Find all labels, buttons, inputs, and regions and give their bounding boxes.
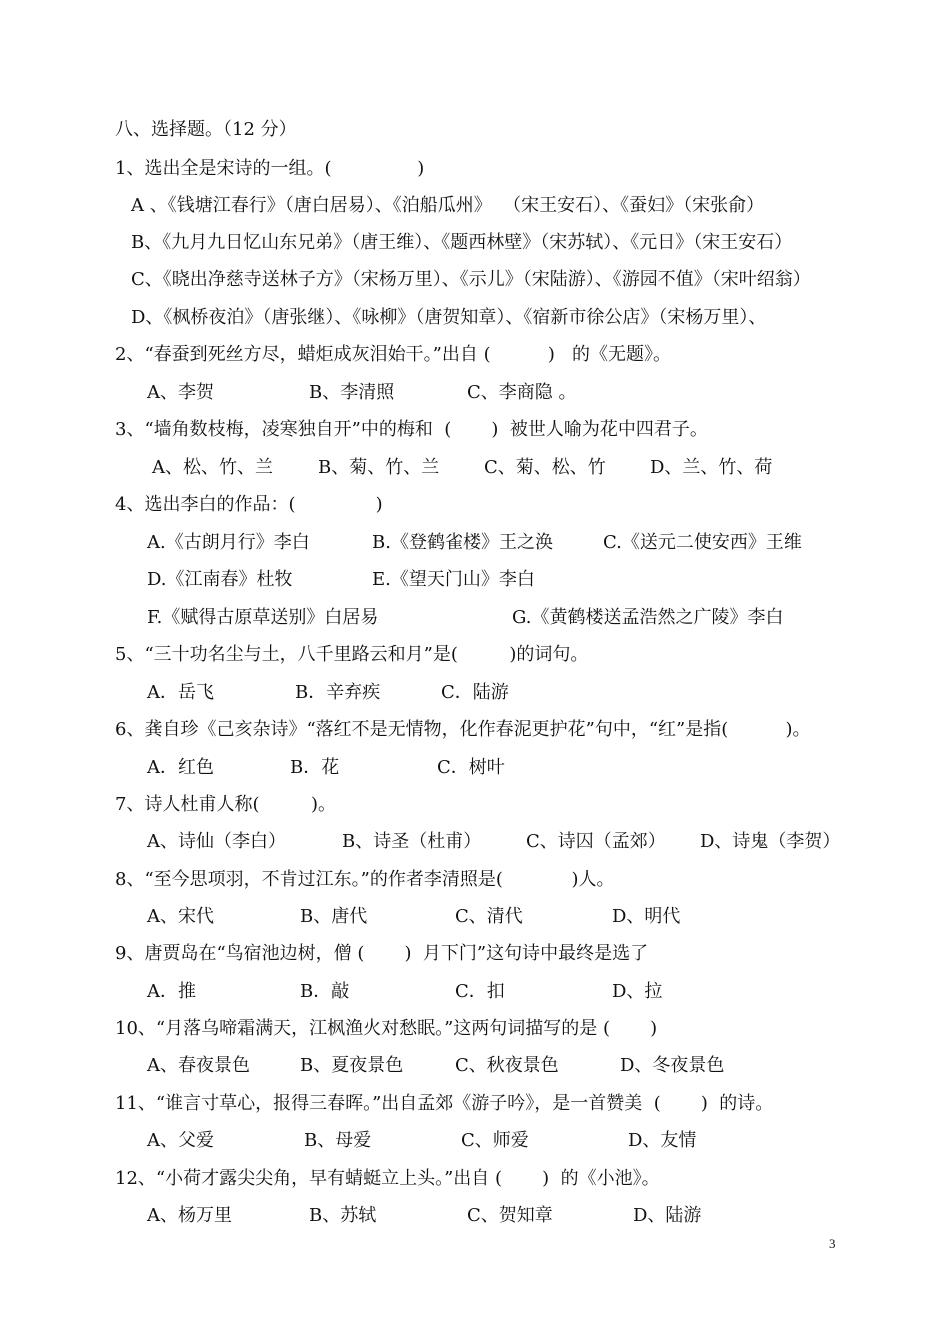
question-3-option-b: B、菊、竹、兰 — [318, 457, 440, 478]
question-6-option-a: A．红色 — [147, 757, 214, 778]
question-12-option-c: C、贺知章 — [467, 1205, 553, 1226]
question-9-option-c: C．扣 — [455, 981, 505, 1002]
question-4-option-c: C.《送元二使安西》王维 — [603, 532, 802, 553]
question-9-option-a: A．推 — [147, 981, 196, 1002]
question-7-option-a: A、诗仙（李白） — [147, 831, 286, 852]
question-1-option-d: D、《枫桥夜泊》（唐张继）、《咏柳》（唐贺知章）、《宿新市徐公店》（宋杨万里）、 — [131, 307, 767, 328]
question-4-option-a: A.《古朗月行》李白 — [147, 532, 310, 553]
question-2-option-c: C、李商隐 。 — [467, 382, 577, 403]
question-10-option-a: A、春夜景色 — [147, 1055, 250, 1076]
question-8-option-c: C、清代 — [455, 906, 523, 927]
question-3-option-a: A、松、竹、兰 — [152, 457, 273, 478]
question-11-option-c: C、师爱 — [461, 1130, 529, 1151]
question-7-option-b: B、诗圣（杜甫） — [342, 831, 482, 852]
question-4-option-f: F.《赋得古原草送别》白居易 — [147, 607, 379, 628]
question-11-option-a: A、父爱 — [147, 1130, 214, 1151]
question-8-option-d: D、明代 — [612, 906, 681, 927]
question-6-stem: 6、龚自珍《己亥杂诗》“落红不是无情物，化作春泥更护花”句中，“红”是指( )。 — [115, 719, 811, 740]
question-12-stem: 12、“小荷才露尖尖角，早有蜻蜓立上头。”出自 ( ) 的《小池》。 — [115, 1168, 660, 1189]
question-11-stem: 11、“谁言寸草心，报得三春晖。”出自孟郊《游子吟》，是一首赞美 ( ) 的诗。 — [115, 1093, 774, 1114]
question-3-option-d: D、兰、竹、荷 — [650, 457, 773, 478]
question-2-stem: 2、“春蚕到死丝方尽，蜡炬成灰泪始干。”出自 ( ) 的《无题》。 — [115, 344, 672, 365]
question-9-option-b: B．敲 — [300, 981, 350, 1002]
question-4-stem: 4、选出李白的作品：( ) — [115, 494, 383, 515]
question-7-stem: 7、诗人杜甫人称( )。 — [115, 794, 336, 815]
question-1-stem: 1、选出全是宋诗的一组。( ) — [115, 158, 425, 179]
page-number: 3 — [829, 1236, 836, 1251]
question-2-option-b: B、李清照 — [309, 382, 395, 403]
question-8-option-a: A、宋代 — [147, 906, 214, 927]
question-4-option-g: G.《黄鹤楼送孟浩然之广陵》李白 — [512, 607, 784, 628]
question-5-option-c: C．陆游 — [441, 682, 509, 703]
question-10-stem: 10、“月落乌啼霜满天，江枫渔火对愁眠。”这两句词描写的是 ( ) — [115, 1018, 658, 1039]
question-11-option-b: B、母爱 — [304, 1130, 372, 1151]
question-9-stem: 9、唐贾岛在“鸟宿池边树，僧 ( ) 月下门”这句诗中最终是选了 — [115, 943, 649, 964]
question-1-option-a: A 、《钱塘江春行》（唐白居易）、《泊船瓜州》 （宋王安石）、《蚕妇》（宋张俞） — [131, 195, 765, 216]
question-10-option-d: D、冬夜景色 — [620, 1055, 725, 1076]
question-5-option-b: B．辛弃疾 — [295, 682, 381, 703]
question-4-option-b: B.《登鹤雀楼》王之涣 — [372, 532, 553, 553]
question-3-option-c: C、菊、松、竹 — [484, 457, 606, 478]
question-10-option-c: C、秋夜景色 — [455, 1055, 559, 1076]
question-8-stem: 8、“至今思项羽，不肯过江东。”的作者李清照是( )人。 — [115, 869, 615, 890]
question-10-option-b: B、夏夜景色 — [300, 1055, 404, 1076]
section-title: 八、选择题。（12 分） — [115, 119, 297, 140]
question-12-option-d: D、陆游 — [633, 1205, 702, 1226]
question-1-option-c: C、《晓出净慈寺送林子方》（宋杨万里）、《示儿》（宋陆游）、《游园不值》（宋叶绍翁） — [131, 269, 811, 290]
question-1-option-b: B、《九月九日忆山东兄弟》（唐王维）、《题西林壁》（宋苏轼）、《元日》（宋王安石） — [131, 232, 793, 253]
question-2-option-a: A、李贺 — [147, 382, 214, 403]
question-6-option-b: B．花 — [290, 757, 340, 778]
question-5-option-a: A．岳飞 — [147, 682, 214, 703]
question-4-option-e: E.《望天门山》李白 — [372, 569, 535, 590]
question-7-option-d: D、诗鬼（李贺） — [700, 831, 841, 852]
question-7-option-c: C、诗囚（孟郊） — [526, 831, 666, 852]
question-3-stem: 3、“墙角数枝梅，凌寒独自开”中的梅和 ( ) 被世人喻为花中四君子。 — [115, 419, 708, 440]
question-5-stem: 5、“三十功名尘与土，八千里路云和月”是( )的词句。 — [115, 644, 589, 665]
question-8-option-b: B、唐代 — [300, 906, 368, 927]
question-12-option-a: A、杨万里 — [147, 1205, 232, 1226]
question-12-option-b: B、苏轼 — [309, 1205, 377, 1226]
question-9-option-d: D、拉 — [612, 981, 663, 1002]
question-11-option-d: D、友情 — [628, 1130, 697, 1151]
question-4-option-d: D.《江南春》杜牧 — [147, 569, 293, 590]
question-6-option-c: C．树叶 — [437, 757, 505, 778]
